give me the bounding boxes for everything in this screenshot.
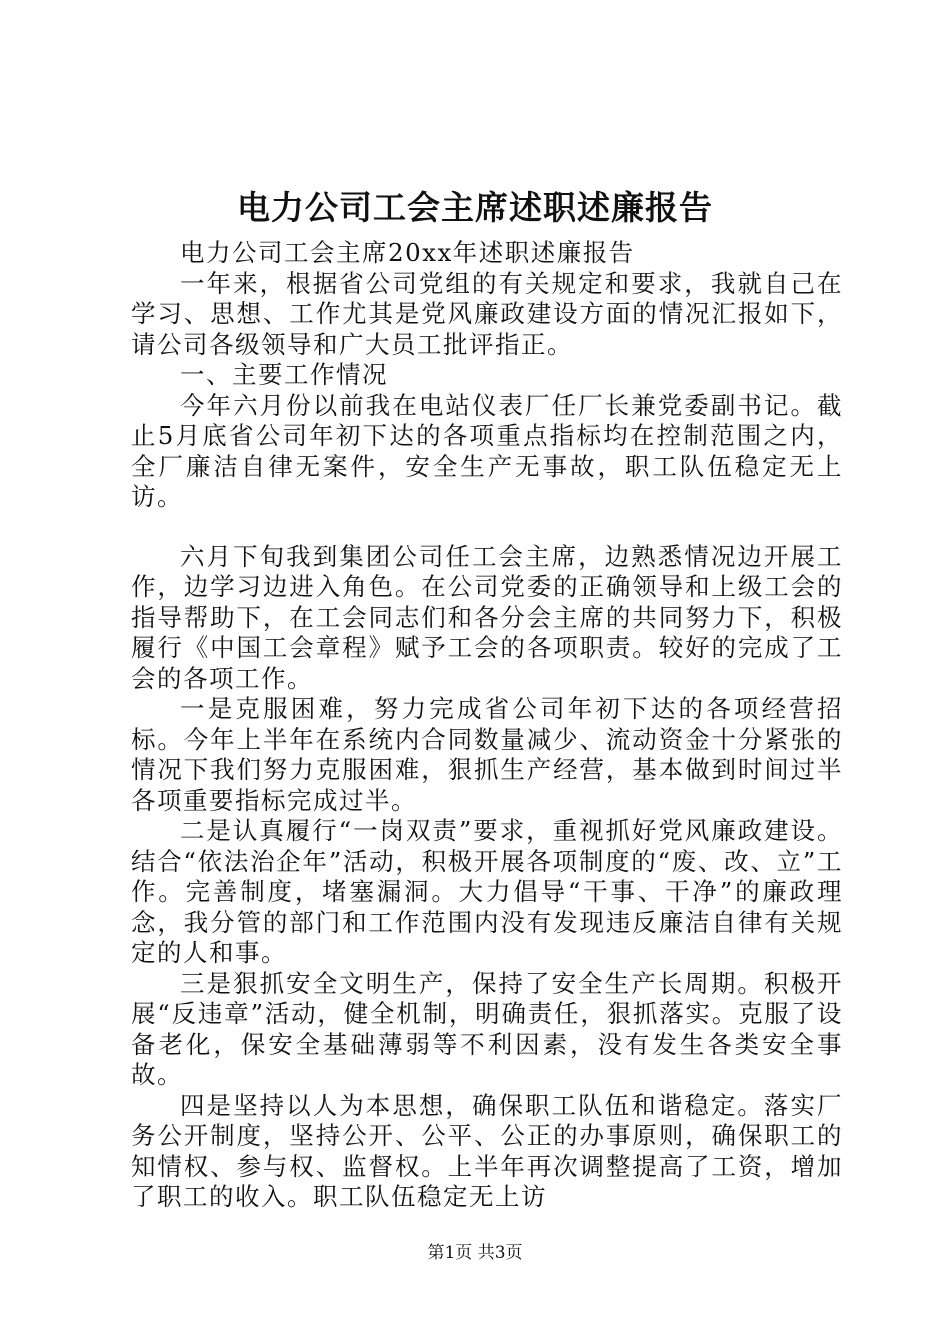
- page-number: 第1页 共3页: [427, 1243, 523, 1263]
- paragraph-current-role: 六月下旬我到集团公司任工会主席，边熟悉情况边开展工作，边学习边进入角色。在公司党委的正确领导和上级工会的指导帮助下，在工会同志们和各分会主席的共同努力下，积极履行《中国工会章程》赋予工会的各项职责。较好的完成了工会的各项工作。: [131, 541, 843, 693]
- paragraph-point-three: 三是狠抓安全文明生产，保持了安全生产长周期。积极开展“反违章”活动，健全机制，明确责任，狠抓落实。克服了设备老化，保安全基础薄弱等不利因素，没有发生各类安全事故。: [131, 968, 843, 1089]
- document-body: [131, 238, 843, 1213]
- paragraph-subtitle: 电力公司工会主席20xx年述职述廉报告: [180, 238, 635, 267]
- paragraph-intro: 一年来，根据省公司党组的有关规定和要求，我就自己在学习、思想、工作尤其是党风廉政建设方面的情况汇报如下，请公司各级领导和广大员工批评指正。: [131, 268, 843, 359]
- document-title: 电力公司工会主席述职述廉报告: [237, 188, 713, 227]
- section-heading: 一、主要工作情况: [180, 360, 388, 389]
- paragraph-point-one: 一是克服困难，努力完成省公司年初下达的各项经营招标。今年上半年在系统内合同数量减少、流动资金十分紧张的情况下我们努力克服困难，狠抓生产经营，基本做到时间过半各项重要指标完成过半。: [131, 694, 843, 815]
- paragraph-previous-role: 今年六月份以前我在电站仪表厂任厂长兼党委副书记。截止5月底省公司年初下达的各项重点指标均在控制范围之内，全厂廉洁自律无案件，安全生产无事故，职工队伍稳定无上访。: [131, 390, 843, 511]
- paragraph-point-four: 四是坚持以人为本思想，确保职工队伍和谐稳定。落实厂务公开制度，坚持公开、公平、公正的办事原则，确保职工的知情权、参与权、监督权。上半年再次调整提高了工资，增加了职工的收入。职工队伍稳定无上访: [131, 1090, 843, 1211]
- paragraph-point-two: 二是认真履行“一岗双责”要求，重视抓好党风廉政建设。结合“依法治企年”活动，积极开展各项制度的“废、改、立”工作。完善制度，堵塞漏洞。大力倡导“干事、干净”的廉政理念，我分管的部门和工作范围内没有发现违反廉洁自律有关规定的人和事。: [131, 816, 843, 967]
